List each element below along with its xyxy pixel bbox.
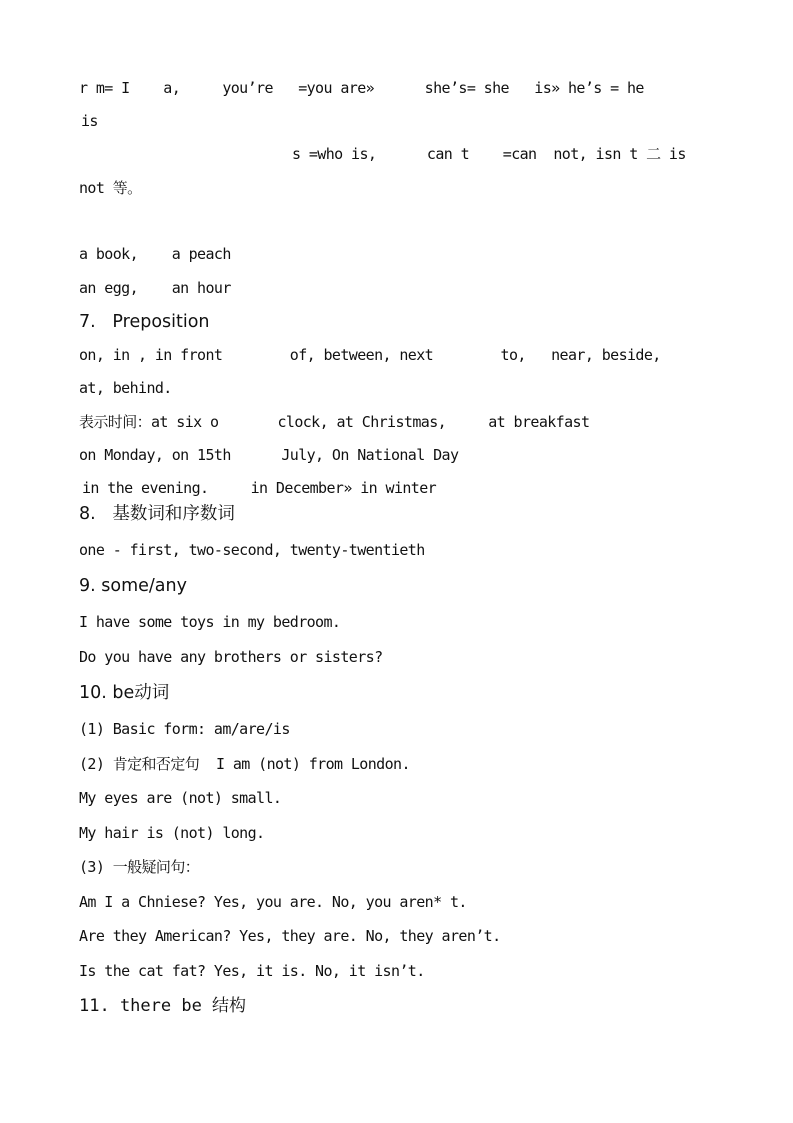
heading-numerals: 8. 基数词和序数词	[79, 504, 235, 524]
preposition-time-line-1: 表示时间：at six o clock, at Christmas, at breakfast	[79, 413, 590, 431]
contraction-line-2: is	[81, 112, 98, 130]
be-statement-1: (2) 肯定和否定句 I am (not) from London.	[79, 755, 410, 773]
contraction-line-4: not 等。	[79, 179, 142, 197]
contraction-line-1: r m= I a, you’re =you are» she’s= she is» he’s = he	[79, 79, 644, 97]
numerals-example: one - first, two-second, twenty-twentieth	[79, 541, 425, 559]
heading-there-be: 11. there be 结构	[79, 996, 247, 1016]
be-statement-3: My hair is (not) long.	[79, 824, 265, 842]
be-question-heading: (3) 一般疑问句：	[79, 858, 200, 876]
be-statement-2: My eyes are (not) small.	[79, 789, 282, 807]
preposition-place-line-2: at, behind.	[79, 379, 172, 397]
preposition-time-line-2: on Monday, on 15th July, On National Day	[79, 446, 459, 464]
be-question-1: Am I a Chniese? Yes, you are. No, you aren* t.	[79, 893, 467, 911]
some-example: I have some toys in my bedroom.	[79, 613, 341, 631]
heading-be-verb: 10. be动词	[79, 683, 170, 703]
article-example-a: a book, a peach	[79, 245, 231, 263]
be-question-3: Is the cat fat? Yes, it is. No, it isn’t.	[79, 962, 425, 980]
preposition-place-line-1: on, in , in front of, between, next to, near, beside,	[79, 346, 661, 364]
any-example: Do you have any brothers or sisters?	[79, 648, 383, 666]
article-example-an: an egg, an hour	[79, 279, 231, 297]
heading-preposition: 7. Preposition	[79, 312, 210, 332]
be-basic-form: (1) Basic form: am/are/is	[79, 720, 290, 738]
be-question-2: Are they American? Yes, they are. No, they aren’t.	[79, 927, 501, 945]
contraction-line-3: s =who is, can t =can not, isn t 二 is	[292, 145, 686, 163]
preposition-time-line-3: in the evening. in December» in winter	[82, 479, 437, 497]
heading-some-any: 9. some/any	[79, 576, 187, 596]
